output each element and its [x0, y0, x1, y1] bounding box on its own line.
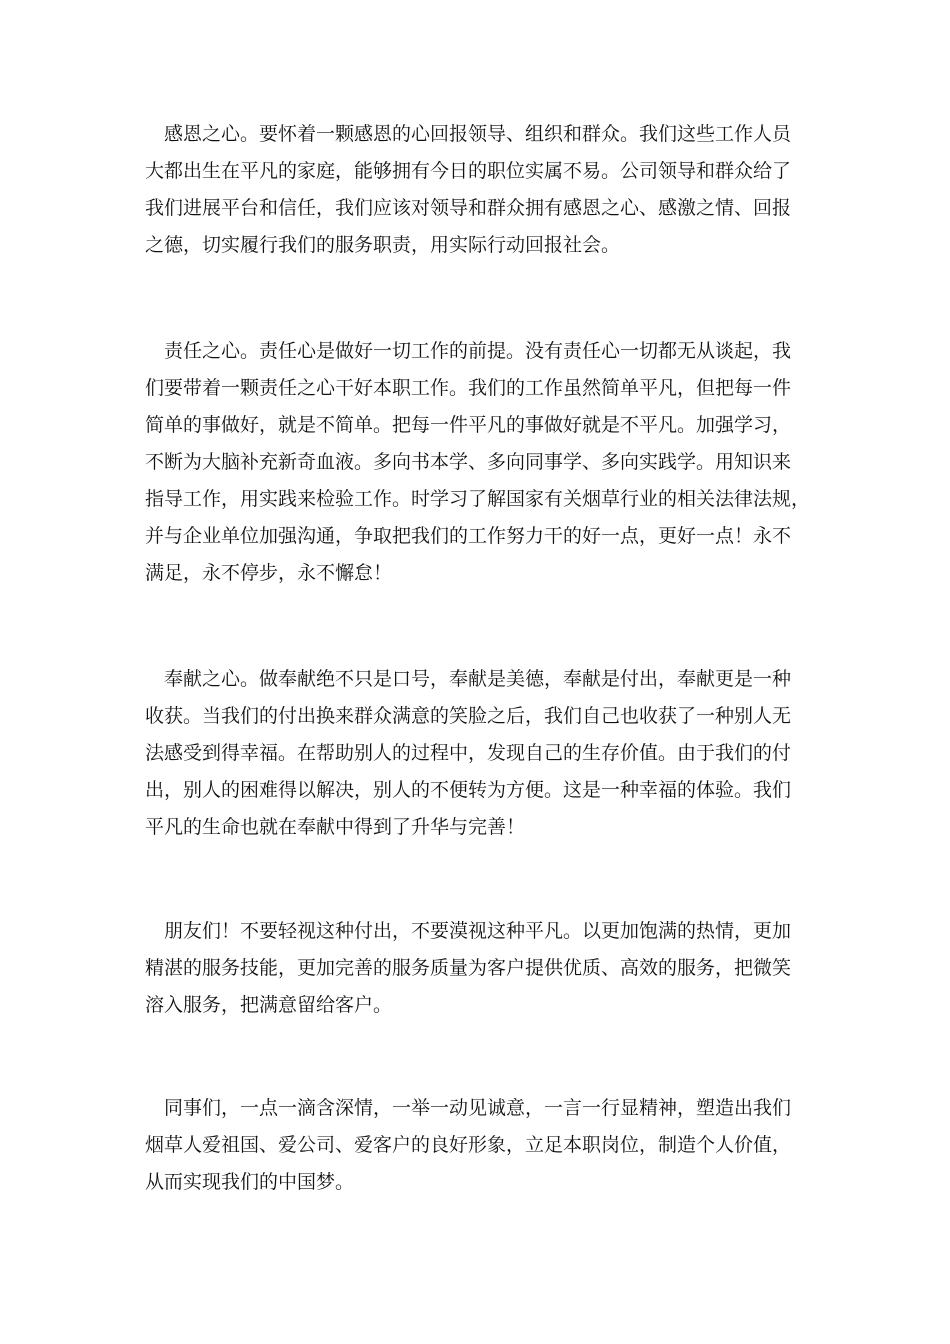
paragraph-responsibility [145, 333, 815, 592]
paragraph-line: 平凡的生命也就在奉献中得到了升华与完善！ [145, 816, 526, 838]
paragraph-line: 同事们，一点一滴含深情，一举一动见诚意，一言一行显精神，塑造出我们 [164, 1097, 792, 1119]
paragraph-line: 烟草人爱祖国、爱公司、爱客户的良好形象，立足本职岗位，制造个人价值， [145, 1134, 792, 1156]
paragraph-line: 我们进展平台和信任，我们应该对领导和群众拥有感恩之心、感激之情、回报 [145, 197, 792, 219]
paragraph-line: 溶入服务，把满意留给客户。 [145, 994, 393, 1016]
paragraph-line: 并与企业单位加强沟通，争取把我们的工作努力干的好一点，更好一点！永不 [145, 525, 792, 547]
paragraph-line: 指导工作，用实践来检验工作。时学习了解国家有关烟草行业的相关法律法规， [145, 488, 811, 510]
paragraph-line: 收获。当我们的付出换来群众满意的笑脸之后，我们自己也收获了一种别人无 [145, 705, 792, 727]
paragraph-dedication [145, 661, 815, 846]
paragraph-line: 们要带着一颗责任之心干好本职工作。我们的工作虽然简单平凡，但把每一件 [145, 377, 792, 399]
paragraph-gratitude [145, 116, 815, 264]
paragraph-line: 奉献之心。做奉献绝不只是口号，奉献是美德，奉献是付出，奉献更是一种 [164, 668, 792, 690]
paragraph-line: 从而实现我们的中国梦。 [145, 1171, 355, 1193]
paragraph-line: 简单的事做好，就是不简单。把每一件平凡的事做好就是不平凡。加强学习， [145, 414, 792, 436]
paragraph-line: 精湛的服务技能，更加完善的服务质量为客户提供优质、高效的服务，把微笑 [145, 957, 792, 979]
paragraph-line: 大都出生在平凡的家庭，能够拥有今日的职位实属不易。公司领导和群众给了 [145, 160, 792, 182]
paragraph-line: 满足，永不停步，永不懈怠！ [145, 562, 393, 584]
paragraph-line: 不断为大脑补充新奇血液。多向书本学、多向同事学、多向实践学。用知识来 [145, 451, 792, 473]
paragraph-line: 法感受到得幸福。在帮助别人的过程中，发现自己的生存价值。由于我们的付 [145, 742, 792, 764]
paragraph-colleagues [145, 1090, 815, 1201]
paragraph-friends [145, 913, 815, 1024]
paragraph-line: 出，别人的困难得以解决，别人的不便转为方便。这是一种幸福的体验。我们 [145, 779, 792, 801]
paragraph-line: 之德，切实履行我们的服务职责，用实际行动回报社会。 [145, 234, 621, 256]
paragraph-line: 责任之心。责任心是做好一切工作的前提。没有责任心一切都无从谈起，我 [164, 340, 792, 362]
paragraph-line: 感恩之心。要怀着一颗感恩的心回报领导、组织和群众。我们这些工作人员 [164, 123, 792, 145]
paragraph-line: 朋友们！不要轻视这种付出，不要漠视这种平凡。以更加饱满的热情，更加 [164, 920, 792, 942]
